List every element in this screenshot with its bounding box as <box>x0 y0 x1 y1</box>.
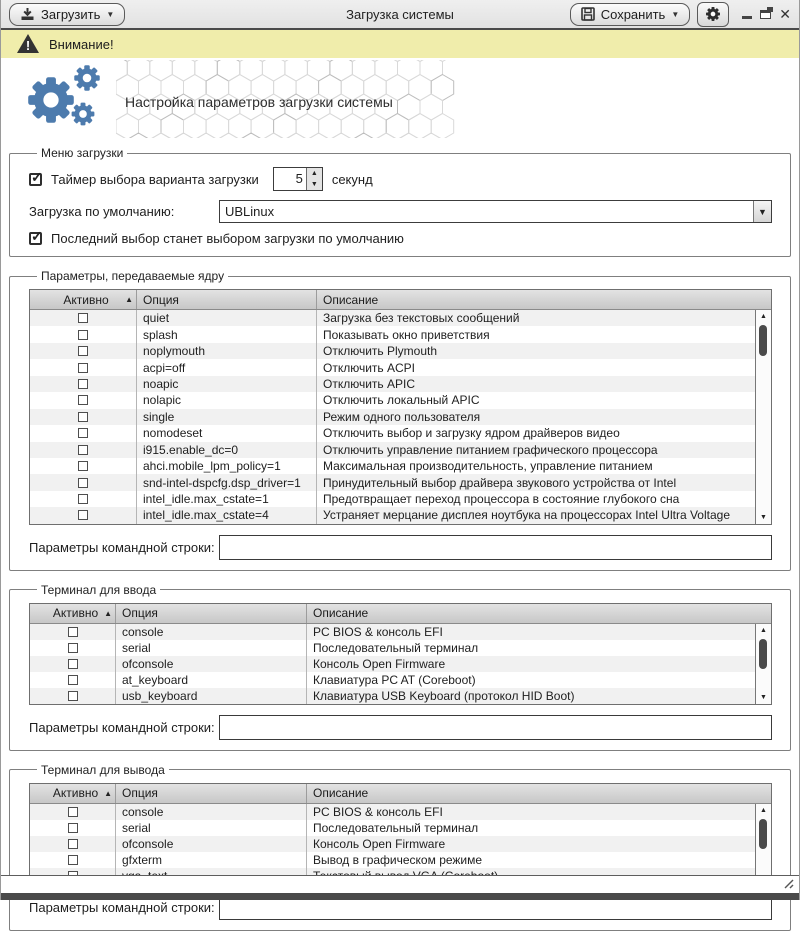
row-checkbox[interactable] <box>68 659 78 669</box>
table-row[interactable] <box>30 425 771 441</box>
active-cell <box>30 425 137 441</box>
timer-value: 5 <box>274 168 306 190</box>
table-row[interactable] <box>30 474 771 490</box>
table-row[interactable] <box>30 624 771 640</box>
row-checkbox[interactable] <box>78 313 88 323</box>
description-cell: Показывать окно приветствия <box>323 327 490 342</box>
description-cell: Отключить ACPI <box>323 360 415 375</box>
table-row[interactable] <box>30 310 771 326</box>
timer-spinner[interactable] <box>273 167 323 191</box>
spin-up-icon[interactable]: ▲ <box>310 170 318 177</box>
description-cell: Режим одного пользователя <box>323 409 481 424</box>
settings-button[interactable] <box>697 2 729 27</box>
check-icon: ✓ <box>31 168 43 185</box>
close-button[interactable]: ✕ <box>779 6 791 22</box>
option-cell: i915.enable_dc=0 <box>137 442 317 458</box>
svg-text:!: ! <box>25 38 31 53</box>
timer-unit: секунд <box>331 171 373 187</box>
active-cell <box>30 656 116 672</box>
table-header <box>30 290 771 310</box>
option-cell: ofconsole <box>116 836 307 852</box>
column-header-active[interactable] <box>30 784 116 803</box>
option-cell: intel_idle.max_cstate=1 <box>137 491 317 507</box>
table-row[interactable] <box>30 507 771 523</box>
option-cell: at_keyboard <box>116 672 307 688</box>
output-terminal-section <box>9 763 791 931</box>
table-row[interactable] <box>30 836 771 852</box>
column-header-active[interactable] <box>30 604 116 623</box>
scrollbar-thumb[interactable] <box>759 639 767 669</box>
table-row[interactable] <box>30 409 771 425</box>
description-cell: Принудительный выбор драйвера звукового устройства от Intel <box>323 475 677 490</box>
scrollbar-thumb[interactable] <box>759 325 767 356</box>
description-cell: Загрузка без текстовых сообщений <box>323 311 520 326</box>
column-header-description[interactable]: Описание <box>313 606 369 621</box>
table-row[interactable] <box>30 343 771 359</box>
active-cell <box>30 804 116 820</box>
chevron-down-icon: ▼ <box>671 9 680 19</box>
table-row[interactable] <box>30 672 771 688</box>
input-terminal-legend: Терминал для ввода <box>41 582 157 597</box>
title-bar <box>1 0 799 30</box>
active-cell <box>30 820 116 836</box>
active-cell <box>30 474 137 490</box>
kernel-params-legend: Параметры, передаваемые ядру <box>41 269 225 283</box>
chevron-down-icon: ▼ <box>106 9 115 19</box>
description-cell: Консоль Open Firmware <box>313 836 446 851</box>
option-cell: nolapic <box>137 392 317 408</box>
description-cell: Отключить локальный APIC <box>323 393 480 408</box>
row-checkbox[interactable] <box>68 691 78 701</box>
row-checkbox[interactable] <box>68 675 78 685</box>
vertical-scrollbar[interactable] <box>755 310 771 524</box>
window-title: Загрузка системы <box>346 6 454 22</box>
save-icon <box>581 7 595 21</box>
column-header-description[interactable]: Описание <box>313 786 369 801</box>
column-header-active[interactable] <box>30 290 137 309</box>
description-cell: Устраняет мерцание дисплея ноутбука на процессорах Intel Ultra Voltage <box>323 508 730 523</box>
status-bar <box>1 875 799 893</box>
kernel-params-table <box>29 289 772 525</box>
option-cell: serial <box>116 820 307 836</box>
cmdline-label: Параметры командной строки: <box>29 719 215 735</box>
row-checkbox[interactable] <box>78 412 88 422</box>
row-checkbox[interactable] <box>78 510 88 520</box>
table-row[interactable] <box>30 458 771 474</box>
timer-checkbox[interactable] <box>29 168 43 186</box>
column-header-option[interactable]: Опция <box>116 784 307 803</box>
row-checkbox[interactable] <box>78 346 88 356</box>
description-cell: Последовательный терминал <box>313 640 479 655</box>
description-cell: Последовательный терминал <box>313 820 479 835</box>
last-choice-checkbox[interactable] <box>29 228 43 245</box>
table-row[interactable] <box>30 491 771 507</box>
row-checkbox[interactable] <box>78 461 88 471</box>
option-cell: quiet <box>137 310 317 326</box>
resize-grip-icon[interactable] <box>783 878 795 890</box>
row-checkbox[interactable] <box>68 643 78 653</box>
row-checkbox[interactable] <box>78 379 88 389</box>
input-terminal-cmdline-input[interactable] <box>219 715 772 740</box>
row-checkbox[interactable] <box>68 823 78 833</box>
table-header <box>30 784 771 804</box>
option-cell: snd-intel-dspcfg.dsp_driver=1 <box>137 474 317 490</box>
active-cell <box>30 458 137 474</box>
load-button[interactable] <box>9 3 125 26</box>
column-header-option[interactable]: Опция <box>116 604 307 623</box>
row-checkbox[interactable] <box>78 428 88 438</box>
active-cell <box>30 442 137 458</box>
option-cell: ofconsole <box>116 656 307 672</box>
row-checkbox[interactable] <box>68 839 78 849</box>
description-cell: Предотвращает переход процессора в состояние глубокого сна <box>323 492 680 507</box>
vertical-scrollbar[interactable] <box>755 624 771 704</box>
option-cell: acpi=off <box>137 359 317 375</box>
table-row[interactable] <box>30 326 771 342</box>
last-choice-label: Последний выбор станет выбором загрузки по умолчанию <box>51 231 404 246</box>
warning-banner <box>1 30 799 58</box>
description-cell: Отключить APIC <box>323 376 415 391</box>
active-cell <box>30 376 137 392</box>
table-row[interactable] <box>30 359 771 375</box>
table-row[interactable] <box>30 640 771 656</box>
table-body <box>30 624 771 704</box>
table-row[interactable] <box>30 804 771 820</box>
sort-asc-icon: ▲ <box>104 788 112 798</box>
description-cell: Максимальная производительность, управление питанием <box>323 459 653 474</box>
option-cell: noapic <box>137 376 317 392</box>
active-cell <box>30 409 137 425</box>
row-checkbox[interactable] <box>78 445 88 455</box>
window-bottom-edge <box>1 893 799 900</box>
column-header-description[interactable]: Описание <box>323 292 379 307</box>
column-label: Активно <box>63 292 109 307</box>
chevron-down-icon[interactable]: ▼ <box>753 201 771 222</box>
option-cell: noplymouth <box>137 343 317 359</box>
default-boot-value: UBLinux <box>225 204 275 219</box>
active-cell <box>30 326 137 342</box>
scroll-down-icon[interactable]: ▼ <box>760 693 767 701</box>
option-cell: intel_idle.max_cstate=4 <box>137 507 317 523</box>
table-row[interactable] <box>30 656 771 672</box>
description-cell: Вывод в графическом режиме <box>313 852 483 867</box>
option-cell: console <box>116 624 307 640</box>
boot-menu-section <box>9 146 791 257</box>
table-header <box>30 604 771 624</box>
input-terminal-table <box>29 603 772 705</box>
active-cell <box>30 688 116 704</box>
sort-asc-icon: ▲ <box>104 608 112 618</box>
table-body <box>30 310 771 524</box>
description-cell: Отключить выбор и загрузку ядром драйверов видео <box>323 426 620 441</box>
active-cell <box>30 836 116 852</box>
column-header-option[interactable]: Опция <box>137 290 317 309</box>
table-row[interactable] <box>30 442 771 458</box>
output-terminal-legend: Терминал для вывода <box>41 762 165 777</box>
active-cell <box>30 343 137 359</box>
banner-title: Настройка параметров загрузки системы <box>125 94 393 110</box>
active-cell <box>30 491 137 507</box>
table-row[interactable] <box>30 820 771 836</box>
output-terminal-table <box>29 783 772 885</box>
row-checkbox[interactable] <box>78 363 88 373</box>
row-checkbox[interactable] <box>68 627 78 637</box>
option-cell: serial <box>116 640 307 656</box>
description-cell: PC BIOS & консоль EFI <box>313 804 443 819</box>
spin-down-icon[interactable]: ▼ <box>310 181 318 188</box>
column-label: Активно <box>52 606 99 621</box>
table-row[interactable] <box>30 376 771 392</box>
row-checkbox[interactable] <box>68 855 78 865</box>
table-row[interactable] <box>30 688 771 704</box>
description-cell: PC BIOS & консоль EFI <box>313 624 443 639</box>
kernel-cmdline-input[interactable] <box>219 535 772 560</box>
check-icon: ✓ <box>31 228 43 244</box>
default-boot-select[interactable] <box>219 200 772 223</box>
table-row[interactable] <box>30 852 771 868</box>
scroll-up-icon[interactable]: ▲ <box>760 806 767 814</box>
option-cell: single <box>137 409 317 425</box>
active-cell <box>30 507 137 523</box>
scroll-down-icon[interactable]: ▼ <box>760 513 767 521</box>
load-button-label: Загрузить <box>41 6 101 22</box>
description-cell: Отключить управление питанием графического процессора <box>323 442 658 457</box>
active-cell <box>30 310 137 326</box>
row-checkbox[interactable] <box>78 330 88 340</box>
description-cell: Консоль Open Firmware <box>313 656 446 671</box>
save-button-label: Сохранить <box>600 6 666 22</box>
minimize-button[interactable] <box>742 16 752 19</box>
row-checkbox[interactable] <box>68 807 78 817</box>
row-checkbox[interactable] <box>78 494 88 504</box>
option-cell: splash <box>137 326 317 342</box>
vertical-scrollbar[interactable] <box>755 804 771 884</box>
timer-label: Таймер выбора варианта загрузки <box>51 171 259 187</box>
active-cell <box>30 672 116 688</box>
cmdline-label: Параметры командной строки: <box>29 539 215 555</box>
input-terminal-section <box>9 583 791 751</box>
description-cell: Отключить Plymouth <box>323 344 438 359</box>
scrollbar-thumb[interactable] <box>759 819 767 849</box>
option-cell: usb_keyboard <box>116 688 307 704</box>
save-button[interactable] <box>570 3 691 26</box>
option-cell: ahci.mobile_lpm_policy=1 <box>137 458 317 474</box>
active-cell <box>30 852 116 868</box>
download-icon <box>20 7 35 21</box>
maximize-button[interactable] <box>760 10 771 19</box>
header-banner <box>1 58 799 140</box>
description-cell: Клавиатура PC AT (Coreboot) <box>313 672 476 687</box>
option-cell: nomodeset <box>137 425 317 441</box>
scroll-up-icon[interactable]: ▲ <box>760 313 767 320</box>
default-boot-label: Загрузка по умолчанию: <box>29 204 175 219</box>
gear-icon <box>704 5 722 23</box>
warning-icon <box>16 33 40 55</box>
gears-logo-icon <box>21 66 111 128</box>
option-cell: gfxterm <box>116 852 307 868</box>
scroll-up-icon[interactable]: ▲ <box>760 626 767 634</box>
row-checkbox[interactable] <box>78 478 88 488</box>
sort-asc-icon: ▲ <box>125 295 133 304</box>
table-body <box>30 804 771 884</box>
active-cell <box>30 392 137 408</box>
warning-text: Внимание! <box>49 36 114 52</box>
cmdline-label: Параметры командной строки: <box>29 899 215 915</box>
row-checkbox[interactable] <box>78 395 88 405</box>
active-cell <box>30 640 116 656</box>
option-cell: console <box>116 804 307 820</box>
description-cell: Клавиатура USB Keyboard (протокол HID Boot) <box>313 688 575 703</box>
active-cell <box>30 359 137 375</box>
active-cell <box>30 624 116 640</box>
column-label: Активно <box>52 786 99 801</box>
kernel-params-section <box>9 269 791 571</box>
boot-menu-legend: Меню загрузки <box>41 146 124 160</box>
table-row[interactable] <box>30 392 771 408</box>
